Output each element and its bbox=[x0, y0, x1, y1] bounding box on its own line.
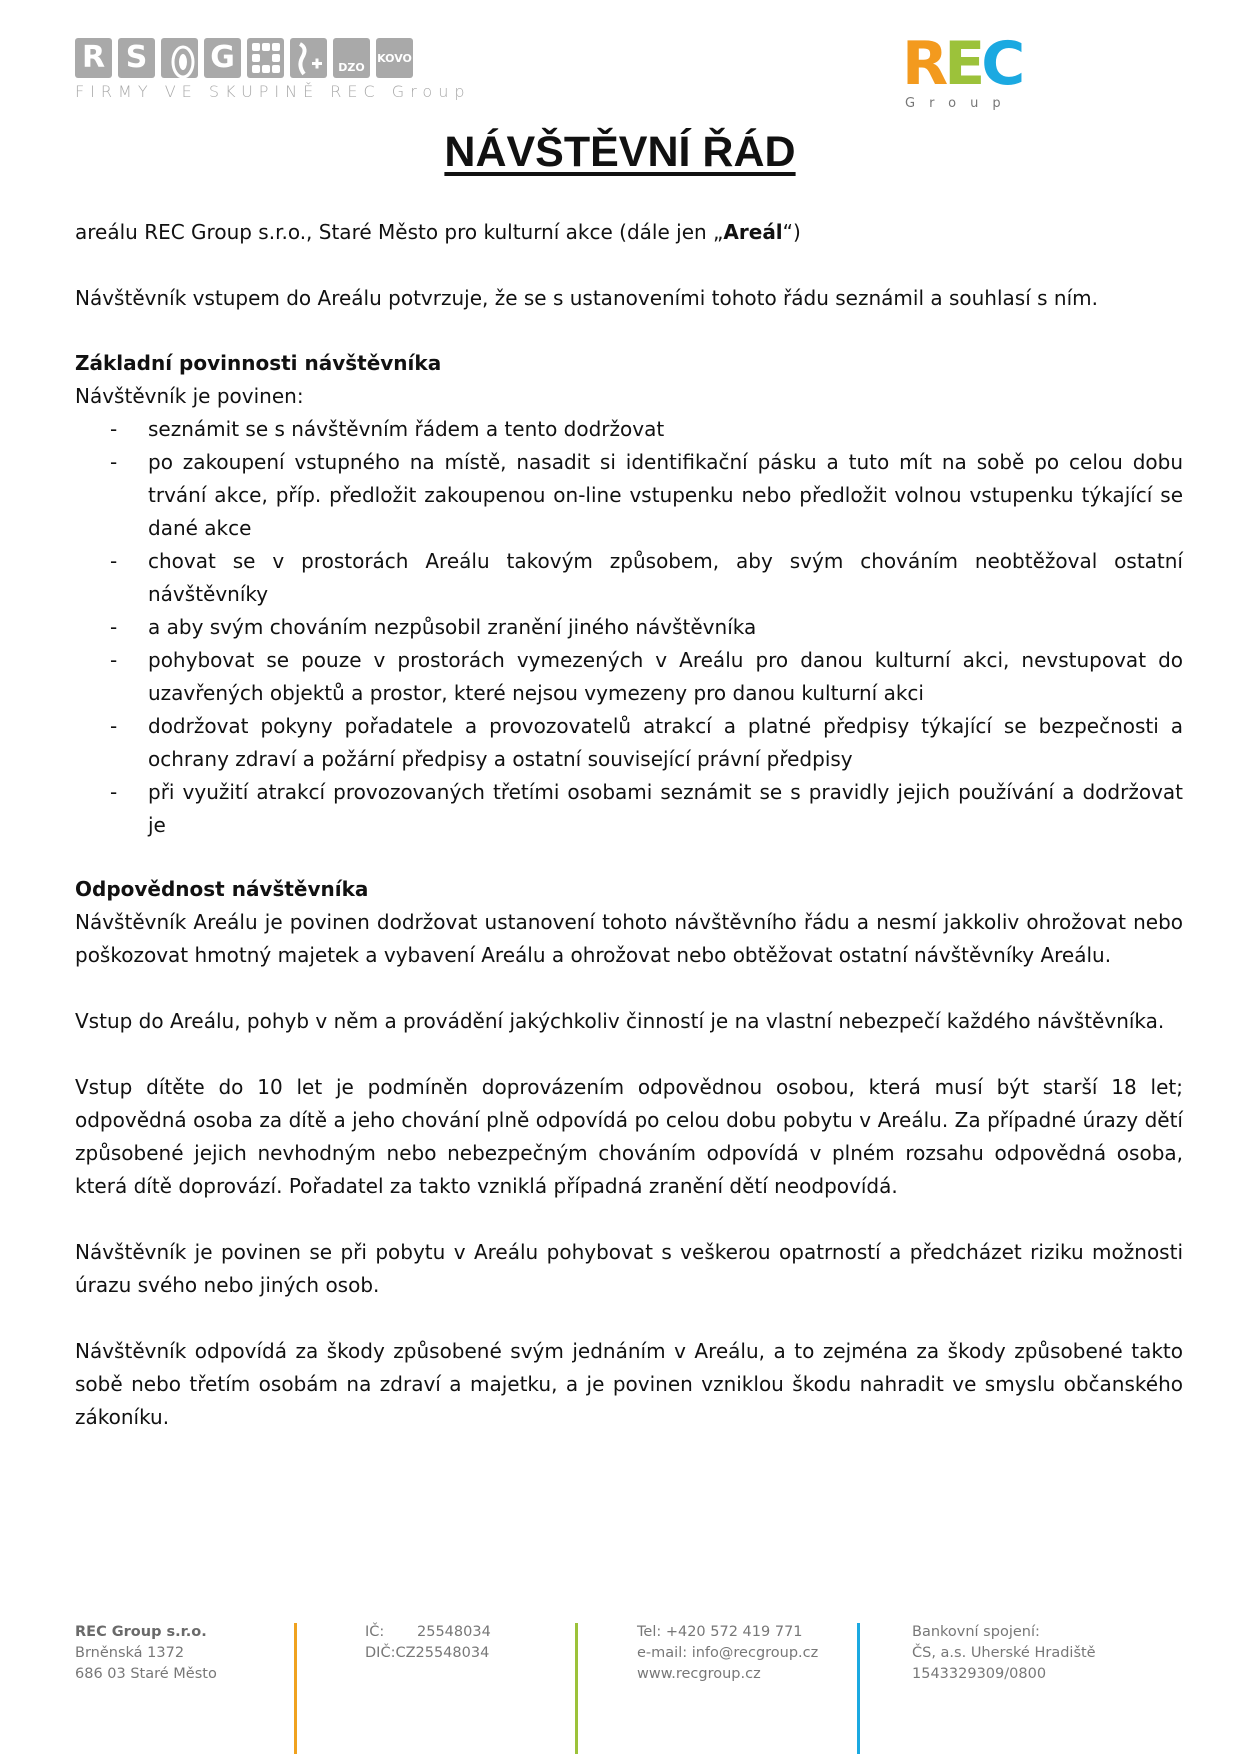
kovo-zadverice-small-logo bbox=[376, 38, 413, 78]
grid-logo-icon bbox=[247, 38, 284, 78]
paragraph: Návštěvník odpovídá za škody způsobené svým jednáním v Areálu, a to zejména za škody způsobené takto sobě nebo třetím osobám na zdraví a majetku, a je povinen vzniklou škodu nahradit ve smyslu občanského zákoníku. bbox=[75, 1339, 1183, 1429]
list-item: - chovat se v prostorách Areálu takovým způsobem, aby svým chováním neobtěžoval ostatní návštěvníky bbox=[75, 545, 1183, 611]
group-caption: FIRMY VE SKUPINĚ REC Group bbox=[75, 82, 471, 101]
acceptance-paragraph: Návštěvník vstupem do Areálu potvrzuje, že se s ustanoveními tohoto řádu seznámil a souhlasí s ním. bbox=[75, 286, 1098, 310]
footer-ids bbox=[365, 1622, 491, 1664]
kovo-zadverice-watermark bbox=[75, 1462, 223, 1610]
tire-logo-icon bbox=[161, 38, 198, 78]
dzo-logo: DZO bbox=[333, 38, 370, 78]
section-heading: Odpovědnost návštěvníka bbox=[75, 877, 369, 901]
footer-company-name: REC Group s.r.o. bbox=[75, 1624, 207, 1640]
list-item: - po zakoupení vstupného na místě, nasadit si identifikační pásku a tuto mít na sobě po celou dobu trvání akce, příp. předložit zakoupenou on-line vstupenku nebo předložit volnou vstupenku týkající se dané akce bbox=[75, 446, 1183, 545]
list-item: - seznámit se s návštěvním řádem a tento dodržovat bbox=[75, 413, 1183, 446]
rec-group-logo bbox=[902, 29, 1027, 114]
list-item: - a aby svým chováním nezpůsobil zranění jiného návštěvníka bbox=[75, 611, 1183, 644]
document-title bbox=[0, 128, 1240, 177]
intro-paragraph bbox=[75, 216, 1183, 249]
logo-tile-g: G bbox=[204, 38, 241, 78]
group-companies-logo bbox=[75, 38, 471, 108]
intro-prefix: areálu REC Group s.r.o., Staré Město pro kulturní akce (dále jen „ bbox=[75, 220, 724, 244]
rec-logo-subtitle: Group bbox=[905, 96, 1015, 111]
footer-ic-label: IČ: bbox=[365, 1624, 385, 1640]
kovo-watermark-text bbox=[75, 1462, 223, 1514]
footer-contact bbox=[637, 1622, 818, 1685]
rec-logo-r: R bbox=[902, 29, 945, 99]
footer-company bbox=[75, 1622, 217, 1685]
lighthouse-icon bbox=[915, 1420, 1095, 1615]
paragraph: Návštěvník je povinen se při pobytu v Areálu pohybovat s veškerou opatrností a předcházet riziku možnosti úrazu svého nebo jiných osob. bbox=[75, 1240, 1183, 1297]
medical-logo-icon bbox=[290, 38, 327, 78]
footer-company-city: 686 03 Staré Město bbox=[75, 1666, 217, 1682]
section-lead: Návštěvník je povinen: bbox=[75, 384, 304, 408]
footer-tel: Tel: +420 572 419 771 bbox=[637, 1624, 803, 1640]
footer-divider-blue bbox=[857, 1623, 860, 1754]
footer-company-street: Brněnská 1372 bbox=[75, 1645, 185, 1661]
footer-divider-green bbox=[575, 1623, 578, 1754]
rec-logo-c: C bbox=[981, 29, 1022, 99]
intro-suffix: “) bbox=[782, 220, 801, 244]
logo-tile-s: S bbox=[118, 38, 155, 78]
footer-website[interactable]: www.recgroup.cz bbox=[637, 1666, 761, 1682]
footer-dic-label: DIČ: bbox=[365, 1645, 396, 1661]
animals-icon bbox=[75, 1534, 223, 1604]
paragraph: Návštěvník Areálu je povinen dodržovat ustanovení tohoto návštěvního řádu a nesmí jakkoliv ohrožovat nebo poškozovat hmotný majetek a vybavení Areálu a ohrožovat nebo obtěžovat ostatní návštěvníky Areálu. bbox=[75, 910, 1183, 967]
list-item: - pohybovat se pouze v prostorách vymezených v Areálu pro danou kulturní akci, nevstupovat do uzavřených objektů a prostor, které nejsou vymezeny pro danou kulturní akci bbox=[75, 644, 1183, 710]
paragraph: Vstup do Areálu, pohyb v něm a provádění jakýchkoliv činností je na vlastní nebezpečí každého návštěvníka. bbox=[75, 1009, 1165, 1033]
logo-tile-r: R bbox=[75, 38, 112, 78]
section-liability bbox=[75, 873, 1183, 1434]
footer-dic-value: CZ25548034 bbox=[395, 1645, 490, 1661]
footer-ic-value: 25548034 bbox=[417, 1624, 491, 1640]
footer-bank-account: 1543329309/0800 bbox=[912, 1666, 1047, 1682]
paragraph: Vstup dítěte do 10 let je podmíněn doprovázením odpovědnou osobou, která musí být starší 18 let; odpovědná osoba za dítě a jeho chování plně odpovídá po celou dobu pobytu v Areálu. Za případné úrazy dětí způsobené jejich nevhodným nebo nebezpečným chováním odpovídá v plném rozsahu odpovědná osoba, která dítě doprovází. Pořadatel za takto vzniklá případná zranění dětí neodpovídá. bbox=[75, 1075, 1183, 1198]
rec-logo-letters bbox=[902, 29, 1027, 99]
rec-logo-e: E bbox=[944, 29, 982, 99]
list-item: - dodržovat pokyny pořadatele a provozovatelů atrakcí a platné předpisy týkající se bezpečnosti a ochrany zdraví a požární předpisy a ostatní související právní předpisy bbox=[75, 710, 1183, 776]
footer-divider-orange bbox=[294, 1623, 297, 1754]
list-item: - při využití atrakcí provozovaných třetími osobami seznámit se s pravidly jejich používání a dodržovat je bbox=[75, 776, 1183, 842]
document-title-text: NÁVŠTĚVNÍ ŘÁD bbox=[444, 128, 796, 176]
duties-list bbox=[75, 413, 1183, 842]
section-basic-duties bbox=[75, 347, 1183, 842]
footer-bank-name: ČS, a.s. Uherské Hradiště bbox=[912, 1645, 1096, 1661]
group-logo-tiles bbox=[75, 38, 445, 78]
footer-bank bbox=[912, 1622, 1096, 1685]
section-heading: Základní povinnosti návštěvníka bbox=[75, 351, 442, 375]
footer-bank-label: Bankovní spojení: bbox=[912, 1624, 1040, 1640]
intro-defined-term: Areál bbox=[723, 220, 783, 244]
kovo-small-label: KOVO bbox=[377, 51, 412, 65]
footer-email[interactable]: e-mail: info@recgroup.cz bbox=[637, 1645, 819, 1661]
footer-ic bbox=[365, 1622, 491, 1643]
kovo-watermark-line1: KOVO bbox=[95, 1472, 203, 1512]
footer-dic bbox=[365, 1643, 491, 1664]
